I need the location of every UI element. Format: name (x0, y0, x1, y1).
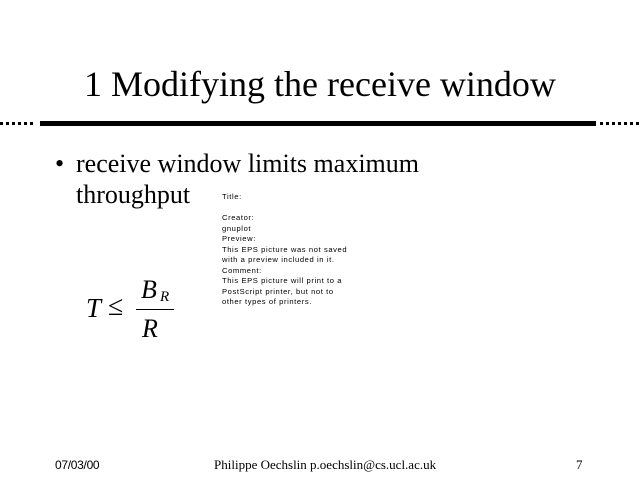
eps-line (222, 203, 372, 214)
eps-picture-placeholder (222, 192, 372, 308)
footer-date: 07/03/00 (55, 458, 100, 472)
formula-relation: ≤ (108, 291, 124, 322)
footer-page-number: 7 (576, 457, 583, 472)
bullet-marker: • (55, 149, 65, 178)
slide-title: 1 Modifying the receive window (84, 64, 556, 104)
eps-line: This EPS picture will print to a (222, 276, 343, 285)
formula-fraction-bar (136, 309, 174, 310)
divider-solid (40, 121, 596, 126)
formula-denominator: R (142, 314, 158, 343)
eps-line: Title: (222, 192, 242, 201)
eps-line: Preview: (222, 234, 256, 243)
formula-numerator: B (141, 275, 157, 304)
title-divider (0, 119, 640, 129)
eps-line: with a preview included in it. (222, 255, 335, 264)
eps-line: gnuplot (222, 223, 252, 233)
bullet-text: receive window limits maximum throughput (76, 149, 419, 209)
eps-line: Comment: (222, 265, 262, 275)
throughput-formula (86, 276, 196, 346)
footer-author: Philippe Oechslin p.oechslin@cs.ucl.ac.uk (214, 457, 437, 472)
divider-dotted-left (0, 122, 36, 125)
eps-line: This EPS picture was not saved (222, 244, 348, 254)
formula-lhs: T (86, 293, 102, 323)
eps-line: Creator: (222, 213, 255, 222)
divider-dotted-right (600, 122, 640, 125)
eps-line: other types of printers. (222, 297, 312, 306)
eps-line: PostScript printer, but not to (222, 286, 334, 296)
formula-numerator-subscript: R (160, 289, 170, 305)
